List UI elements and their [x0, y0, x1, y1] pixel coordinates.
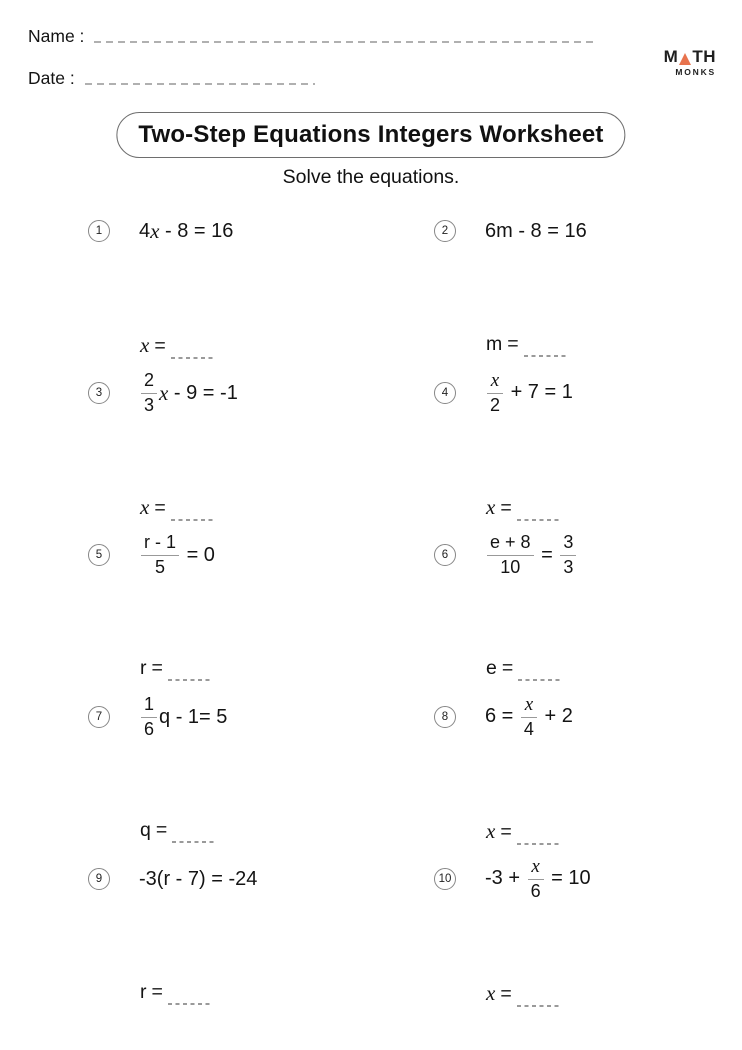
name-label: Name : — [28, 26, 85, 46]
answer-variable: x — [140, 495, 150, 519]
answer-equals: = — [154, 335, 166, 357]
name-write-line — [94, 41, 595, 43]
answer-equals: = — [500, 983, 512, 1005]
answer-equals: = — [155, 819, 168, 841]
fraction-bar — [560, 555, 576, 556]
answer-blank — [517, 1005, 562, 1007]
fraction — [141, 371, 157, 415]
problem-number-badge: 10 — [434, 868, 456, 890]
problem-5 — [88, 527, 434, 689]
answer-variable: m — [486, 333, 503, 355]
logo-text-left: M — [663, 47, 679, 66]
logo-wordmark — [664, 48, 716, 65]
fraction-denominator — [487, 396, 503, 415]
problem-number-badge: 7 — [88, 706, 110, 728]
fraction-numerator — [141, 371, 157, 390]
fraction — [560, 533, 576, 577]
equation-text: -3(r - 7) = -24 — [139, 867, 258, 890]
answer-row — [140, 333, 216, 358]
problem-number-badge: 1 — [88, 220, 110, 242]
problem-4 — [434, 365, 742, 527]
equation-text: 4 — [523, 719, 534, 740]
fraction — [141, 695, 157, 739]
answer-row — [486, 657, 563, 680]
equation-variable: x — [159, 380, 169, 405]
problem-number-badge: 5 — [88, 544, 110, 566]
fraction — [141, 533, 179, 577]
fraction-numerator — [141, 533, 179, 552]
answer-equals: = — [501, 657, 514, 679]
answer-equals: = — [151, 657, 163, 679]
fraction — [528, 857, 544, 902]
equation-text: + 7 = 1 — [505, 381, 573, 404]
fraction-bar — [487, 393, 503, 394]
problem-9 — [88, 851, 434, 1013]
problem-head — [434, 365, 742, 421]
answer-variable: e — [486, 657, 497, 679]
problem-head — [88, 689, 434, 745]
equation — [485, 857, 591, 902]
problem-6 — [434, 527, 742, 689]
answer-variable: r — [140, 981, 147, 1003]
answer-variable: x — [486, 981, 496, 1005]
problem-head — [88, 851, 434, 907]
equation-text: - 9 = -1 — [168, 381, 238, 404]
answer-row — [140, 495, 216, 520]
answer-row — [140, 981, 213, 1004]
equation-text: 6 = — [485, 705, 519, 728]
fraction-numerator — [141, 695, 157, 714]
fraction-bar — [521, 717, 537, 718]
equation — [139, 533, 215, 577]
equation-text: 3 — [563, 532, 574, 553]
problem-head — [88, 203, 434, 259]
answer-variable: q — [140, 819, 151, 841]
equation-variable: x — [490, 369, 500, 391]
equation-variable: x — [524, 693, 534, 715]
equation-text: -3 + — [485, 867, 526, 890]
equation-text: 3 — [563, 556, 574, 577]
equation-text: 6 — [144, 718, 155, 739]
equation-text: 1 — [144, 694, 155, 715]
equation-variable: x — [531, 855, 540, 877]
fraction-bar — [141, 393, 157, 394]
answer-row — [140, 657, 213, 680]
problem-number-badge: 3 — [88, 382, 110, 404]
problem-2 — [434, 203, 742, 365]
answer-blank — [168, 1003, 213, 1005]
problem-head — [434, 203, 742, 259]
logo-triangle-icon — [679, 53, 691, 65]
answer-row — [486, 981, 562, 1006]
problem-10 — [434, 851, 742, 1013]
equation — [485, 371, 573, 416]
fraction-bar — [141, 717, 157, 718]
date-row — [28, 68, 315, 89]
equation — [485, 220, 587, 243]
logo-subtext: MONKS — [675, 67, 716, 77]
equation-variable: x — [150, 218, 160, 243]
equation — [139, 868, 257, 891]
fraction-bar — [141, 555, 179, 556]
fraction — [521, 695, 537, 740]
answer-blank — [171, 357, 216, 359]
answer-equals: = — [154, 497, 166, 519]
equation-text: + 2 — [538, 705, 573, 728]
answer-blank — [517, 519, 562, 521]
problem-head — [434, 527, 742, 583]
fraction-denominator — [528, 882, 544, 901]
fraction-numerator — [560, 533, 576, 552]
answer-row — [486, 495, 562, 520]
equation — [139, 695, 227, 739]
equation-text: 6m - 8 = 16 — [485, 219, 587, 242]
problem-3 — [88, 365, 434, 527]
problem-head — [434, 689, 742, 745]
equation-text: 4 — [139, 219, 151, 242]
problem-number-badge: 8 — [434, 706, 456, 728]
equation — [485, 695, 573, 740]
equation-text: 2 — [144, 370, 155, 391]
equation-text: 10 — [500, 556, 521, 577]
equation-text: = — [535, 543, 559, 566]
problem-head — [88, 527, 434, 583]
answer-equals: = — [500, 497, 512, 519]
fraction-denominator — [521, 720, 537, 739]
page-title: Two-Step Equations Integers Worksheet — [138, 121, 604, 148]
equation-text: 3 — [144, 394, 155, 415]
problem-head — [88, 365, 434, 421]
fraction-denominator — [560, 558, 576, 577]
equation-text: = 10 — [545, 867, 591, 890]
fraction-numerator — [522, 695, 536, 716]
answer-variable: r — [140, 657, 147, 679]
answer-equals: = — [151, 981, 163, 1003]
answer-blank — [517, 843, 562, 845]
equation-text: 2 — [490, 395, 501, 416]
answer-blank — [168, 679, 213, 681]
problem-number-badge: 9 — [88, 868, 110, 890]
equation-text: r - 1 — [144, 532, 177, 553]
answer-blank — [524, 355, 569, 357]
fraction — [487, 533, 534, 577]
answer-row — [140, 819, 217, 842]
problems-grid — [88, 203, 742, 1013]
answer-variable: x — [486, 819, 496, 843]
problem-7 — [88, 689, 434, 851]
math-monks-logo — [664, 48, 716, 77]
problem-number-badge: 6 — [434, 544, 456, 566]
fraction-denominator — [141, 396, 157, 415]
answer-variable: x — [486, 495, 496, 519]
fraction-denominator — [152, 558, 168, 577]
fraction-denominator — [497, 558, 523, 577]
fraction — [487, 371, 503, 416]
fraction-numerator — [488, 371, 502, 392]
logo-text-right: TH — [692, 47, 716, 66]
answer-row — [486, 819, 562, 844]
answer-blank — [518, 679, 563, 681]
problem-8 — [434, 689, 742, 851]
fraction-denominator — [141, 720, 157, 739]
instructions: Solve the equations. — [282, 166, 460, 188]
problem-number-badge: 4 — [434, 382, 456, 404]
answer-blank — [172, 841, 217, 843]
fraction-bar — [487, 555, 534, 556]
problem-number-badge: 2 — [434, 220, 456, 242]
equation-text: = 0 — [181, 543, 215, 566]
date-write-line — [85, 83, 315, 85]
date-label: Date : — [28, 68, 75, 88]
equation — [485, 533, 578, 577]
answer-variable: x — [140, 333, 150, 357]
problem-head — [434, 851, 742, 907]
fraction-numerator — [528, 857, 542, 878]
equation-text: - 8 = 16 — [159, 219, 234, 242]
equation — [139, 219, 233, 244]
equation — [139, 371, 238, 415]
answer-row — [486, 333, 569, 356]
title-box — [116, 112, 625, 158]
equation-text: 5 — [155, 556, 166, 577]
name-row — [28, 26, 595, 47]
equation-text: 6 — [530, 881, 541, 902]
problem-1 — [88, 203, 434, 365]
answer-blank — [171, 519, 216, 521]
answer-equals: = — [500, 821, 512, 843]
equation-text: e + 8 — [490, 532, 531, 553]
equation-text: q - 1= 5 — [159, 705, 228, 728]
fraction-numerator — [487, 533, 534, 552]
fraction-bar — [528, 879, 544, 880]
answer-equals: = — [507, 333, 519, 355]
